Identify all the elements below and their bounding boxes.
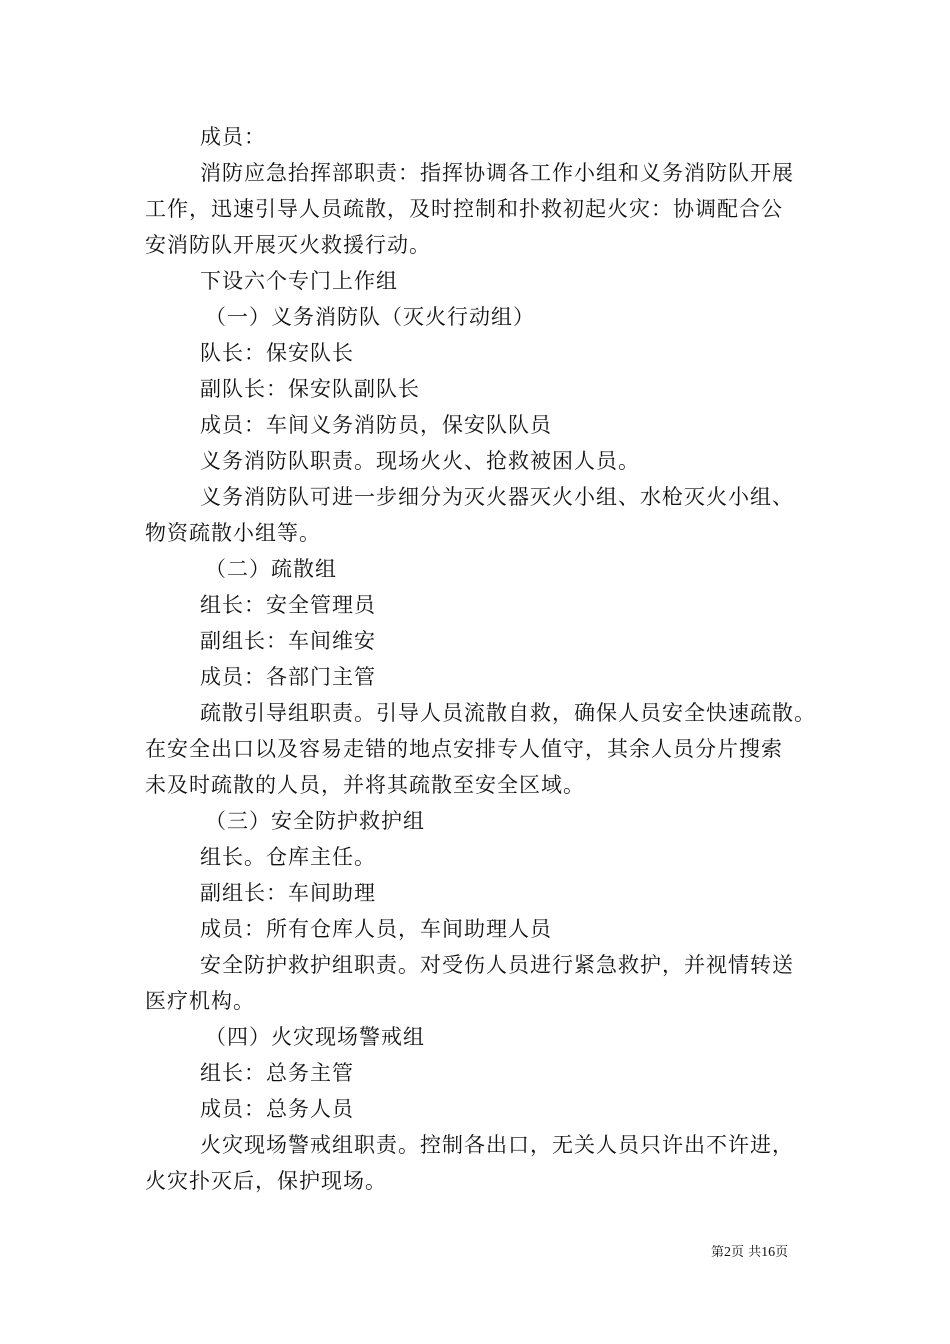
footer-middle: 页 共	[731, 1245, 762, 1260]
text-line: 副组长：车间助理	[200, 881, 376, 905]
text-line: 消防应急抬挥部职责：指挥协调各工作小组和义务消防队开展	[200, 161, 794, 185]
total-page-number: 16	[761, 1245, 776, 1260]
text-line: 组长：总务主管	[200, 1061, 354, 1085]
section-heading: （四）火灾现场警戒组	[205, 1025, 425, 1049]
text-line: 副组长：车间维安	[200, 629, 376, 653]
text-line: 下设六个专门上作组	[200, 269, 398, 293]
text-line: 未及时疏散的人员，并将其疏散至安全区域。	[145, 773, 585, 797]
section-heading: （一）义务消防队（灭火行动组）	[205, 305, 535, 329]
text-line: 安消防队开展灭火救援行动。	[145, 233, 431, 257]
text-line: 疏散引导组职责。引导人员流散自救，确保人员安全快速疏散。	[200, 701, 816, 725]
text-line: 义务消防队可进一步细分为灭火器灭火小组、水枪灭火小组、	[200, 485, 794, 509]
text-line: 成员：	[200, 125, 266, 149]
footer-prefix: 第	[711, 1245, 725, 1260]
text-line: 成员：所有仓库人员，车间助理人员	[200, 917, 552, 941]
section-heading: （三）安全防护救护组	[205, 809, 425, 833]
text-line: 医疗机构。	[145, 989, 255, 1013]
text-line: 在安全出口以及容易走错的地点安排专人值守，其余人员分片搜索	[145, 737, 783, 761]
text-line: 组长：安全管理员	[200, 593, 376, 617]
text-line: 成员：总务人员	[200, 1097, 354, 1121]
text-line: 副队长：保安队副队长	[200, 377, 420, 401]
text-line: 工作，迅速引导人员疏散，及时控制和扑救初起火灾：协调配合公	[145, 197, 783, 221]
text-line: 物资疏散小组等。	[145, 521, 321, 545]
text-line: 队长：保安队长	[200, 341, 354, 365]
text-line: 义务消防队职责。现场火火、抢救被困人员。	[200, 449, 640, 473]
text-line: 成员：各部门主管	[200, 665, 376, 689]
text-line: 安全防护救护组职责。对受伤人员进行紧急救护，并视情转送	[200, 953, 794, 977]
footer-suffix: 页	[775, 1245, 789, 1260]
text-line: 火灾扑灭后，保护现场。	[145, 1169, 387, 1193]
section-heading: （二）疏散组	[205, 557, 337, 581]
text-line: 火灾现场警戒组职责。控制各出口，无关人员只许出不许进，	[200, 1133, 794, 1157]
page-number-footer	[711, 1244, 788, 1262]
current-page-number: 2	[724, 1245, 732, 1260]
text-line: 成员：车间义务消防员，保安队队员	[200, 413, 552, 437]
text-line: 组长。仓库主任。	[200, 845, 376, 869]
